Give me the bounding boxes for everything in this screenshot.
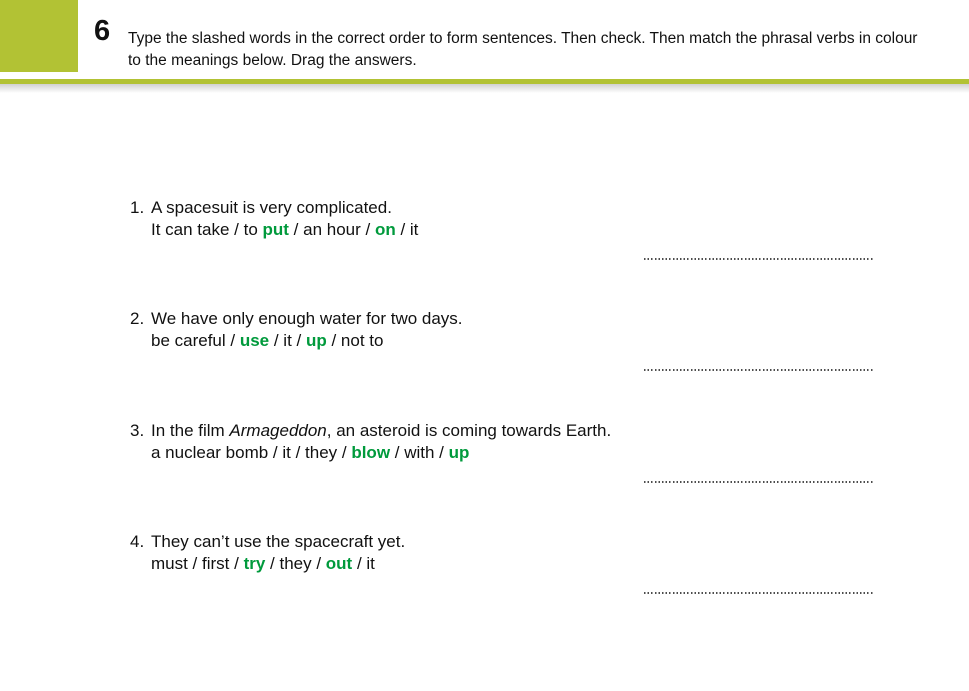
- text-segment: , an asteroid is coming towards Earth.: [326, 421, 612, 440]
- item-slashed-words: [130, 553, 910, 575]
- answer-drop-line[interactable]: [644, 481, 874, 483]
- answer-drop-line[interactable]: [644, 258, 874, 260]
- phrasal-verb-word: put: [262, 220, 289, 239]
- item-sentence-line: [130, 308, 910, 330]
- item-sentence: [151, 532, 405, 551]
- item-number: 2.: [130, 309, 145, 328]
- exercise-item: [130, 531, 910, 575]
- item-slashed-words: [130, 219, 910, 241]
- exercise-number: 6: [94, 15, 111, 47]
- text-segment: In the film: [151, 421, 230, 440]
- item-sentence-line: [130, 531, 910, 553]
- phrasal-verb-word: use: [239, 331, 270, 350]
- text-segment: / it /: [269, 331, 306, 350]
- item-sentence: [151, 198, 392, 217]
- answer-drop-line[interactable]: [644, 369, 874, 371]
- item-sentence-line: [130, 197, 910, 219]
- text-segment: be careful /: [151, 331, 240, 350]
- exercise-item: [130, 308, 910, 352]
- item-number: 3.: [130, 421, 145, 440]
- text-segment: / not to: [326, 331, 384, 350]
- text-segment: We have only enough water for two days.: [151, 309, 463, 328]
- text-segment: / with /: [390, 443, 449, 462]
- item-slashed-words: [130, 330, 910, 352]
- text-segment: / it: [352, 554, 375, 573]
- phrasal-verb-word: on: [374, 220, 396, 239]
- text-segment: must / first /: [151, 554, 244, 573]
- text-segment: / it: [395, 220, 419, 239]
- text-segment: A spacesuit is very complicated.: [151, 198, 392, 217]
- phrasal-verb-word: try: [243, 554, 266, 573]
- answer-drop-line[interactable]: [644, 592, 874, 594]
- exercise-item: [130, 420, 910, 464]
- phrasal-verb-word: blow: [351, 443, 391, 462]
- item-sentence: [151, 421, 611, 440]
- phrasal-verb-word: up: [305, 331, 327, 350]
- item-number: 4.: [130, 532, 145, 551]
- text-segment: a nuclear bomb / it / they /: [151, 443, 352, 462]
- item-number: 1.: [130, 198, 145, 217]
- item-sentence-line: [130, 420, 910, 442]
- text-segment: / an hour /: [288, 220, 375, 239]
- item-slashed-words: [130, 442, 910, 464]
- italic-title-segment: Armageddon: [229, 421, 327, 440]
- text-segment: It can take / to: [151, 220, 263, 239]
- phrasal-verb-word: out: [325, 554, 353, 573]
- exercise-instructions: Type the slashed words in the correct order to form sentences. Then check. Then match the phrasal verbs in colour to the meanings below. Drag the answers.: [128, 30, 918, 69]
- exercise-item: [130, 197, 910, 241]
- item-sentence: [151, 309, 463, 328]
- phrasal-verb-word: up: [448, 443, 470, 462]
- text-segment: They can’t use the spacecraft yet.: [151, 532, 406, 551]
- text-segment: / they /: [265, 554, 326, 573]
